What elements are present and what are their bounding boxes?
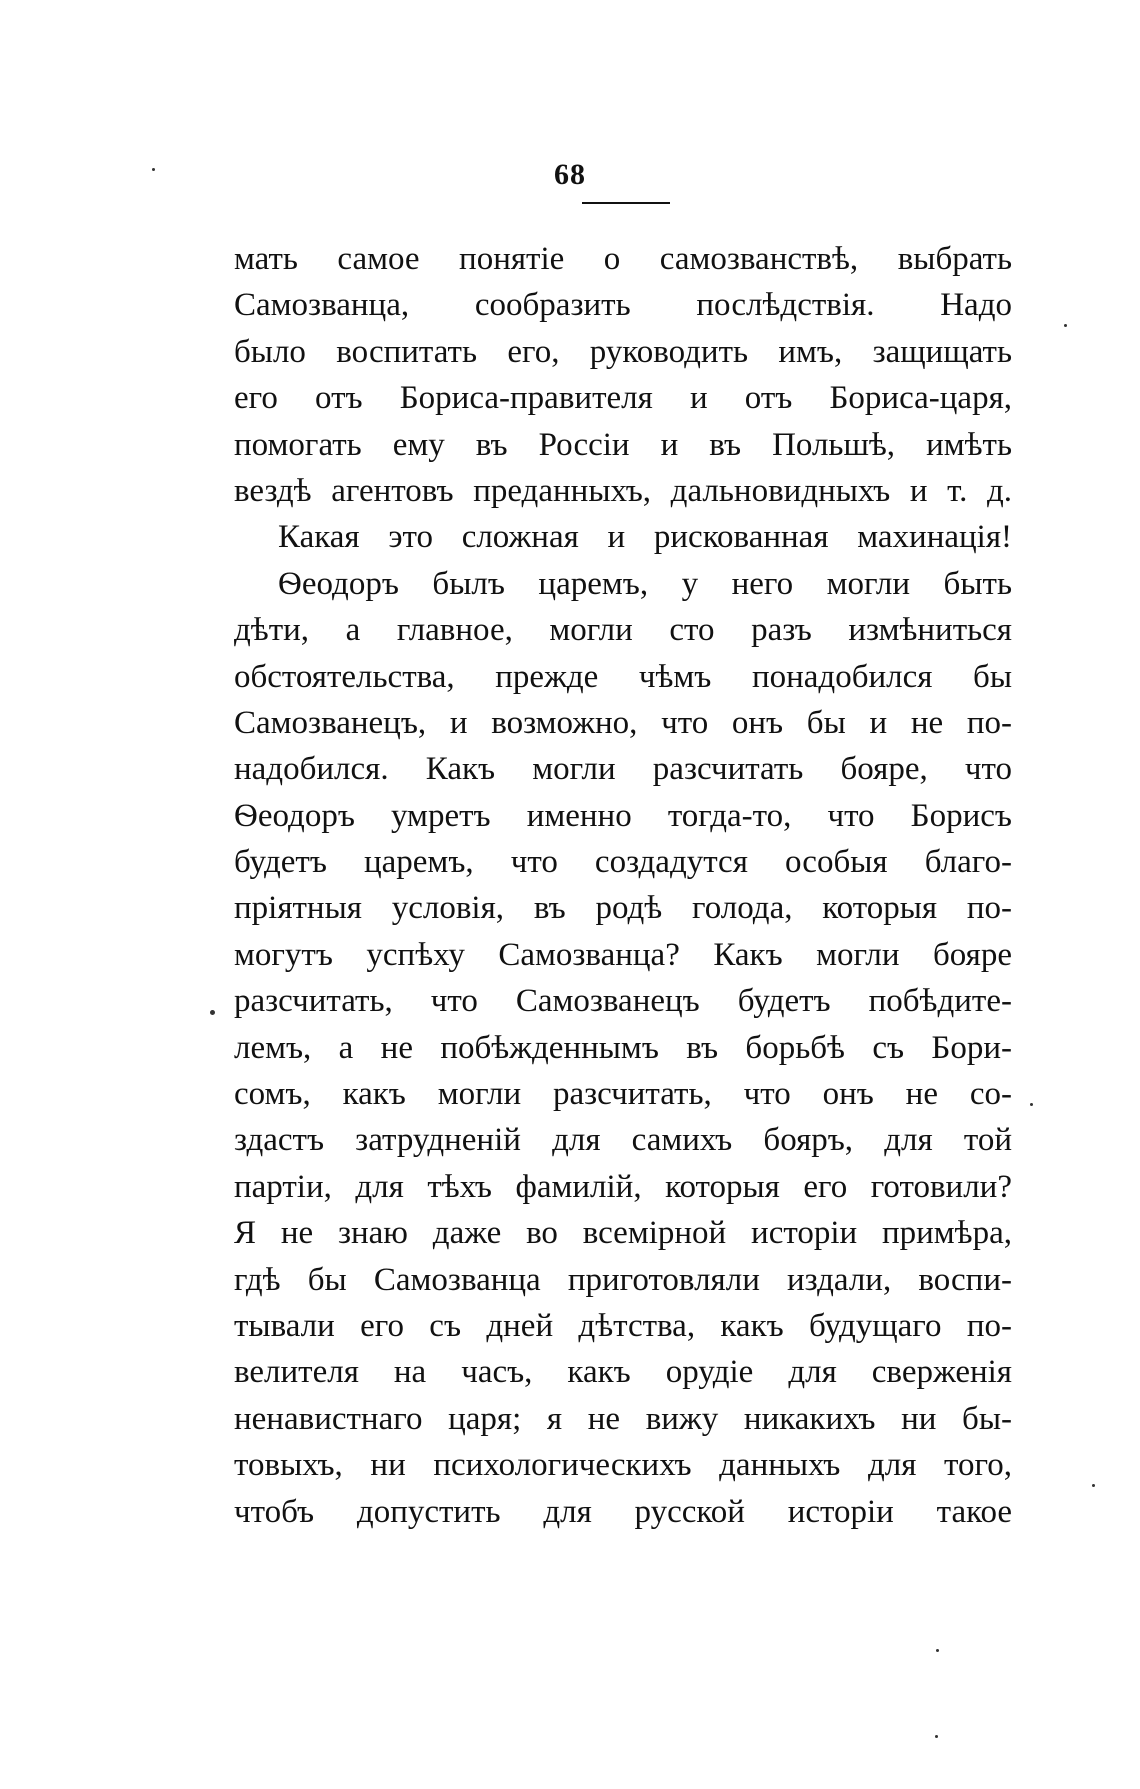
text-line: обстоятельства, прежде чѣмъ понадобился бы	[234, 658, 1012, 695]
text-line: здастъ затрудненій для самихъ бояръ, для той	[234, 1122, 1012, 1159]
text-line: Самозванца, сообразить послѣдствія. Надо	[234, 287, 1012, 324]
text-line: Я не знаю даже во всемірной исторіи примѣра,	[234, 1215, 1012, 1252]
text-line: будетъ царемъ, что создадутся особыя благо-	[234, 844, 1012, 881]
text-line: гдѣ бы Самозванца приготовляли издали, воспи-	[234, 1261, 1012, 1298]
body-text	[234, 236, 1012, 1535]
paper-speck	[210, 1010, 215, 1015]
text-line: надобился. Какъ могли разсчитать бояре, что	[234, 751, 1012, 788]
text-line: разсчитать, что Самозванецъ будетъ побѣдите-	[234, 983, 1012, 1020]
text-line: Самозванецъ, и возможно, что онъ бы и не по-	[234, 704, 1012, 741]
text-line: партіи, для тѣхъ фамилій, которыя его готовили?	[234, 1168, 1012, 1205]
text-line: велителя на часъ, какъ орудіе для сверженія	[234, 1354, 1012, 1391]
text-line: Какая это сложная и рискованная махинація!	[278, 519, 1012, 556]
text-line: дѣти, а главное, могли сто разъ измѣниться	[234, 612, 1012, 649]
text-line: помогать ему въ Россіи и въ Польшѣ, имѣть	[234, 426, 1012, 463]
text-line: могутъ успѣху Самозванца? Какъ могли бояре	[234, 936, 1012, 973]
text-line: тывали его съ дней дѣтства, какъ будущаго по-	[234, 1307, 1012, 1344]
paper-speck	[1092, 1484, 1095, 1487]
text-line: Ѳеодоръ былъ царемъ, у него могли быть	[278, 565, 1012, 602]
text-line: Ѳеодоръ умретъ именно тогда-то, что Борисъ	[234, 797, 1012, 834]
paper-speck	[936, 1649, 939, 1652]
paper-speck	[1030, 1103, 1033, 1106]
page-number: 68	[554, 158, 586, 191]
paper-speck	[935, 1735, 938, 1738]
paper-speck	[152, 168, 155, 171]
text-line: чтобъ допустить для русской исторіи такое	[234, 1493, 1012, 1530]
text-line: было воспитать его, руководить имъ, защищать	[234, 333, 1012, 370]
page-number-rule	[582, 202, 670, 204]
text-line: вездѣ агентовъ преданныхъ, дальновидныхъ и т. д.	[234, 472, 1012, 509]
text-line: лемъ, а не побѣжденнымъ въ борьбѣ съ Бори-	[234, 1029, 1012, 1066]
text-line: пріятныя условія, въ родѣ голода, которыя по-	[234, 890, 1012, 927]
paper-speck	[1064, 324, 1067, 327]
text-line: товыхъ, ни психологическихъ данныхъ для того,	[234, 1447, 1012, 1484]
text-line: ненавистнаго царя; я не вижу никакихъ ни бы-	[234, 1400, 1012, 1437]
text-line: его отъ Бориса-правителя и отъ Бориса-царя,	[234, 380, 1012, 417]
text-line: сомъ, какъ могли разсчитать, что онъ не со-	[234, 1076, 1012, 1113]
text-line: мать самое понятіе о самозванствѣ, выбрать	[234, 241, 1012, 277]
